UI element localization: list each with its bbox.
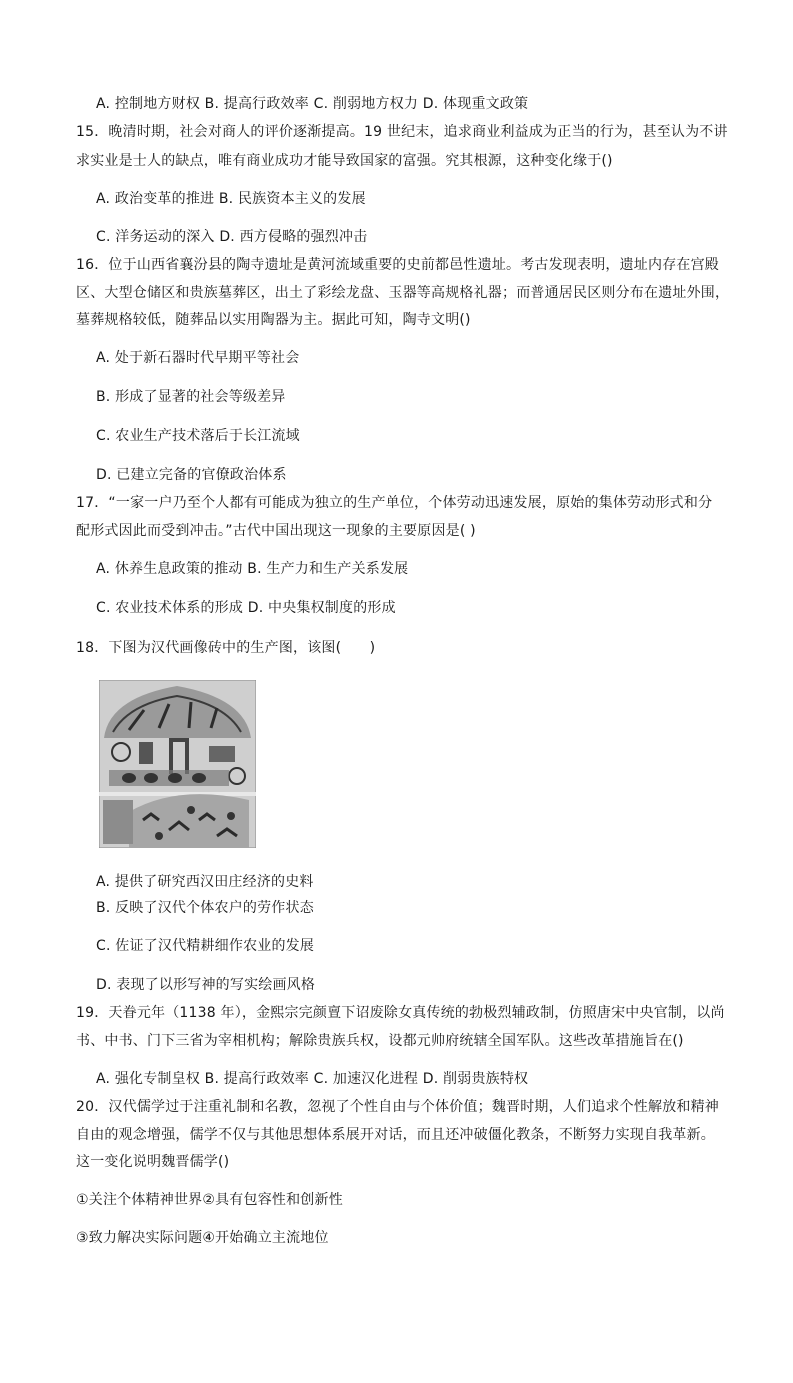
q18-option-c: C. 佐证了汉代精耕细作农业的发展 xyxy=(96,938,315,954)
q15-option-cd: C. 洋务运动的深入 D. 西方侵略的强烈冲击 xyxy=(96,229,368,245)
q16-stem-line2: 区、大型仓储区和贵族墓葬区，出土了彩绘龙盘、玉器等高规格礼器；而普通居民区则分布在遗址外围， xyxy=(76,285,730,301)
q17-stem-line2: 配形式因此而受到冲击。”古代中国出现这一现象的主要原因是( ) xyxy=(76,523,476,539)
q20-stem-line1: 20．汉代儒学过于注重礼制和名教，忽视了个性自由与个体价值；魏晋时期，人们追求个性解放和精神 xyxy=(76,1099,720,1115)
q18-option-a: A. 提供了研究西汉田庄经济的史料 xyxy=(96,874,314,890)
q18-option-d: D. 表现了以形写神的写实绘画风格 xyxy=(96,977,316,993)
q16-option-d: D. 已建立完备的官僚政治体系 xyxy=(96,467,287,483)
q15-stem-line2: 求实业是士人的缺点，唯有商业成功才能导致国家的富强。究其根源，这种变化缘于() xyxy=(76,153,613,169)
q18-stem: 18．下图为汉代画像砖中的生产图，该图( ) xyxy=(76,640,376,656)
q18-option-b: B. 反映了汉代个体农户的劳作状态 xyxy=(96,900,314,916)
q20-stem-line2: 自由的观念增强，儒学不仅与其他思想体系展开对话，而且还冲破僵化教条，不断努力实现自我革新。 xyxy=(76,1127,715,1143)
q20-statements-34: ③致力解决实际问题④开始确立主流地位 xyxy=(76,1230,329,1246)
han-brick-production-image xyxy=(99,680,256,848)
q19-stem-line1: 19．天眷元年（1138 年），金熙宗完颜亶下诏废除女真传统的勃极烈辅政制，仿照唐宋中央官制，以尚 xyxy=(76,1005,725,1021)
q20-statements-12: ①关注个体精神世界②具有包容性和创新性 xyxy=(76,1192,343,1208)
q14-options: A. 控制地方财权 B. 提高行政效率 C. 削弱地方权力 D. 体现重文政策 xyxy=(96,96,529,112)
q20-stem-line3: 这一变化说明魏晋儒学() xyxy=(76,1154,230,1170)
q19-stem-line2: 书、中书、门下三省为宰相机构；解除贵族兵权，设都元帅府统辖全国军队。这些改革措施旨在() xyxy=(76,1033,684,1049)
q16-option-a: A. 处于新石器时代早期平等社会 xyxy=(96,350,300,366)
q15-stem-line1: 15．晚清时期，社会对商人的评价逐渐提高。19 世纪末，追求商业利益成为正当的行为，甚至认为不讲 xyxy=(76,124,728,140)
q16-stem-line3: 墓葬规格较低，随葬品以实用陶器为主。据此可知，陶寺文明() xyxy=(76,312,471,328)
q17-option-ab: A. 休养生息政策的推动 B. 生产力和生产关系发展 xyxy=(96,561,409,577)
q16-option-c: C. 农业生产技术落后于长江流域 xyxy=(96,428,300,444)
q19-options: A. 强化专制皇权 B. 提高行政效率 C. 加速汉化进程 D. 削弱贵族特权 xyxy=(96,1071,529,1087)
q17-stem-line1: 17．“一家一户乃至个人都有可能成为独立的生产单位，个体劳动迅速发展，原始的集体劳动形式和分 xyxy=(76,495,713,511)
q17-option-cd: C. 农业技术体系的形成 D. 中央集权制度的形成 xyxy=(96,600,396,616)
q16-option-b: B. 形成了显著的社会等级差异 xyxy=(96,389,286,405)
q16-stem-line1: 16．位于山西省襄汾县的陶寺遗址是黄河流域重要的史前都邑性遗址。考古发现表明，遗址内存在宫殿 xyxy=(76,257,720,273)
q15-option-ab: A. 政治变革的推进 B. 民族资本主义的发展 xyxy=(96,191,366,207)
